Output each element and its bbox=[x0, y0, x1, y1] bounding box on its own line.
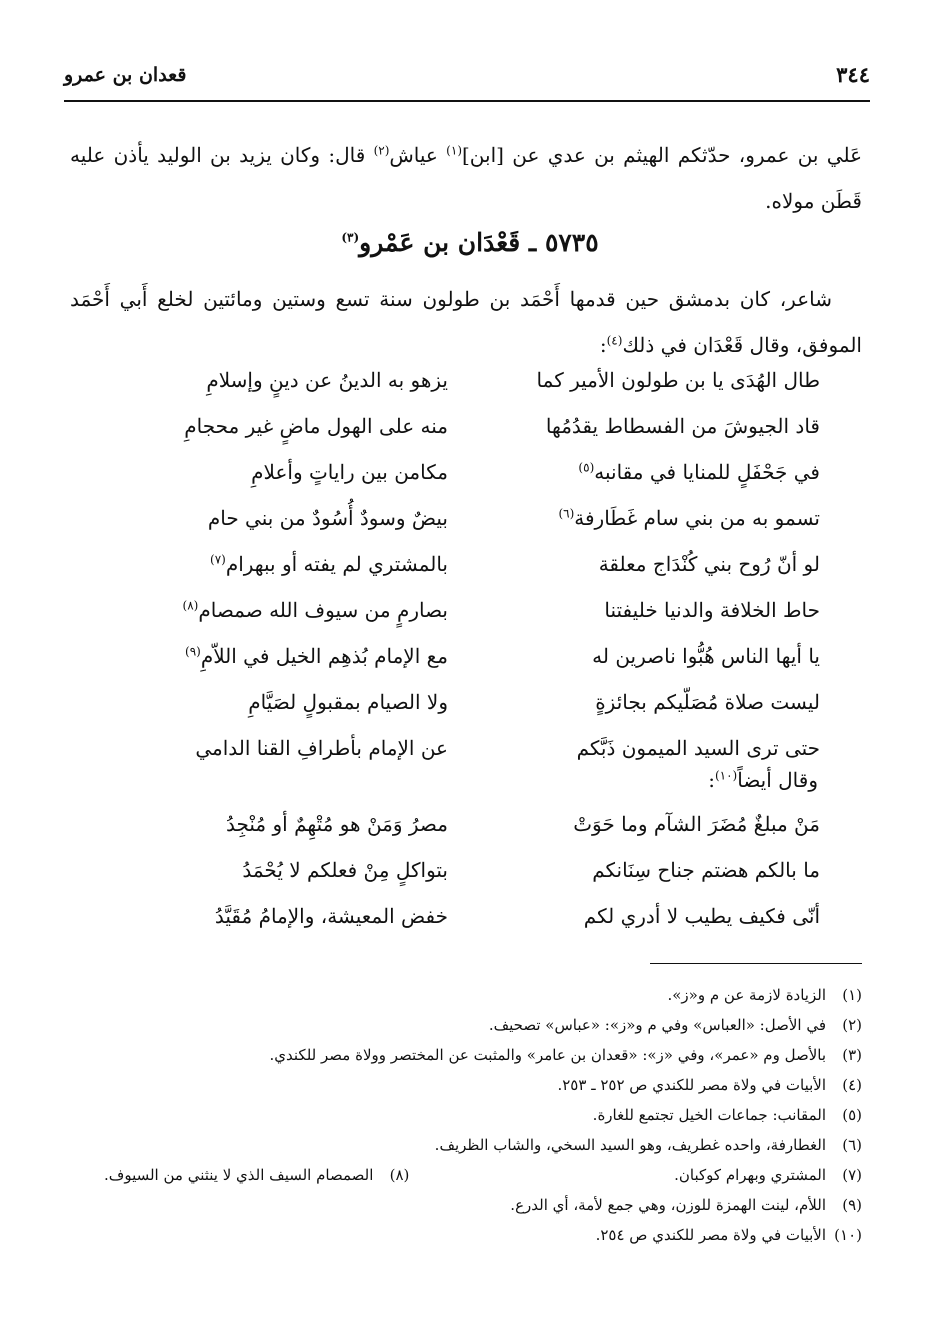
prose-text: عياش bbox=[389, 143, 447, 167]
footnote-ref[interactable]: (٩) bbox=[185, 644, 201, 659]
footnote-item bbox=[60, 980, 862, 1010]
second-hemistich bbox=[118, 460, 448, 484]
second-hemistich bbox=[118, 506, 448, 530]
page-number: ٣٤٤ bbox=[836, 62, 870, 87]
footnote-text: في الأصل: «العباس» وفي م و«ز»: «عباس» تصحيف. bbox=[488, 1016, 826, 1034]
first-hemistich bbox=[498, 690, 820, 714]
first-hemistich: ما بالكم هضتم جناح سِنَانكم bbox=[592, 858, 820, 882]
hemistich-text: بالمشتري لم يفته أو ببهرام bbox=[225, 552, 448, 576]
first-hemistich: أنّى فكيف يطيب لا أدري لكم bbox=[583, 904, 820, 928]
poem-intro bbox=[708, 760, 818, 800]
hemistich-text: قاد الجيوشَ من الفسطاط يقدُمُها bbox=[545, 414, 820, 438]
footnote-item bbox=[60, 1070, 862, 1100]
second-hemistich: خفض المعيشة، والإمامُ مُقَيَّدُ bbox=[214, 904, 448, 928]
second-hemistich bbox=[118, 690, 448, 714]
first-hemistich bbox=[498, 598, 820, 622]
second-hemistich: مصرُ وَمَنْ هو مُتْهِمٌ أو مُنْجِدُ bbox=[225, 812, 448, 836]
verse-line bbox=[70, 858, 862, 904]
prose-text: قال: وكان يزيد بن الوليد يأذن عليه قَطَن مولاه. bbox=[70, 143, 862, 213]
first-hemistich bbox=[498, 368, 820, 392]
first-hemistich bbox=[498, 644, 820, 668]
footnote-ref[interactable]: (٧) bbox=[210, 552, 226, 567]
footnote-item bbox=[60, 1040, 862, 1070]
prose-text: : bbox=[599, 333, 607, 357]
intro-paragraph bbox=[70, 132, 862, 224]
footnote-number: (٩) bbox=[842, 1196, 862, 1214]
footnote-ref[interactable]: (٢) bbox=[373, 143, 390, 158]
footnote-text: الأبيات في ولاة مصر للكندي ص ٢٥٤. bbox=[595, 1226, 826, 1244]
verse-line bbox=[70, 460, 862, 506]
entry-title bbox=[0, 228, 940, 257]
verse-line bbox=[70, 506, 862, 552]
footnote-number: (٨) bbox=[389, 1166, 410, 1184]
footnote-number: (١) bbox=[842, 986, 862, 1004]
hemistich-text: بصارمٍ من سيوف الله صمصام bbox=[198, 598, 448, 622]
footnote-ref[interactable]: (١) bbox=[446, 143, 462, 158]
poem-second bbox=[70, 812, 862, 950]
footnote-ref[interactable]: (٨) bbox=[182, 598, 199, 613]
first-hemistich bbox=[498, 506, 820, 530]
hemistich-text: حتى ترى السيد الميمون ذَبَّكم bbox=[576, 736, 820, 760]
second-hemistich bbox=[118, 414, 448, 438]
footnote-number: (١٠) bbox=[834, 1226, 862, 1244]
footnote-text: اللأم، لينت الهمزة للوزن، وهي جمع لأمة، أي الدرع. bbox=[510, 1196, 826, 1214]
page-header bbox=[64, 60, 870, 102]
first-hemistich: مَنْ مبلغٌ مُضَرَ الشآم وما حَوَتْ bbox=[573, 812, 820, 836]
footnote-number: (٥) bbox=[842, 1106, 862, 1124]
hemistich-text: مع الإمام بُذهِم الخيل في اللاّمِ bbox=[200, 644, 448, 668]
footnote-text: المقانب: جماعات الخيل تجتمع للغارة. bbox=[592, 1106, 826, 1124]
verse-line bbox=[70, 552, 862, 598]
running-title: قعدان بن عمرو bbox=[64, 64, 187, 86]
second-hemistich bbox=[118, 644, 448, 668]
verse-line bbox=[70, 598, 862, 644]
footnote-text: الأبيات في ولاة مصر للكندي ص ٢٥٢ ـ ٢٥٣. bbox=[557, 1076, 826, 1094]
footnote-ref[interactable]: (١٠) bbox=[714, 768, 738, 783]
footnote-ref[interactable]: (٣) bbox=[341, 230, 360, 245]
second-hemistich bbox=[118, 552, 448, 576]
hemistich-text: في جَحْفَلٍ للمنايا في مقانبه bbox=[594, 460, 820, 484]
footnote-ref[interactable]: (٦) bbox=[558, 506, 575, 521]
footnote-text: المشتري وبهرام كوكبان. bbox=[674, 1166, 826, 1184]
hemistich-text: يا أيها الناس هُبُّوا ناصرين له bbox=[592, 644, 820, 668]
footnote-number: (٤) bbox=[842, 1076, 862, 1094]
second-hemistich: بتواكلٍ مِنْ فعلكم لا يُحْمَدُ bbox=[242, 858, 448, 882]
entry-title-text: ٥٧٣٥ ـ قَعْدَان بن عَمْرو bbox=[359, 228, 599, 257]
hemistich-text: ليست صلاة مُصَلّيكم بجائزةٍ bbox=[595, 690, 820, 714]
hemistich-text: مكامن بين راياتٍ وأعلامِ bbox=[251, 460, 448, 484]
second-hemistich bbox=[118, 736, 448, 760]
footnote-number: (٣) bbox=[842, 1046, 862, 1064]
verse-line bbox=[70, 644, 862, 690]
hemistich-text: ولا الصيام بمقبولٍ لصَيَّامِ bbox=[248, 690, 448, 714]
prose-text: شاعر، كان بدمشق حين قدمها أَحْمَد بن طولون سنة تسع وستين ومائتين لخلع أَبي أَحْمَد الموفق، وقال قَعْدَان في ذلك bbox=[70, 287, 862, 357]
first-hemistich bbox=[498, 414, 820, 438]
footnote-item bbox=[60, 1190, 862, 1220]
footnote-number: (٢) bbox=[842, 1016, 862, 1034]
footnote-text: الصمصام السيف الذي لا ينثني من السيوف. bbox=[104, 1166, 374, 1184]
biography-paragraph bbox=[70, 276, 862, 368]
second-hemistich bbox=[118, 598, 448, 622]
poem-intro-colon: : bbox=[708, 768, 715, 792]
footnote-item bbox=[60, 1010, 862, 1040]
first-hemistich bbox=[498, 460, 820, 484]
footnote-divider bbox=[650, 963, 862, 964]
hemistich-text: منه على الهول ماضٍ غير محجامِ bbox=[184, 414, 448, 438]
hemistich-text: بيضٌ وسودٌ أُسُودٌ من بني حام bbox=[207, 506, 448, 530]
footnote-item bbox=[60, 1220, 862, 1250]
footnote-ref[interactable]: (٥) bbox=[578, 460, 595, 475]
footnote-item bbox=[60, 1160, 862, 1190]
verse-line bbox=[70, 414, 862, 460]
footnotes-list bbox=[60, 980, 862, 1250]
poem-first bbox=[70, 368, 862, 782]
footnote-item bbox=[60, 1100, 862, 1130]
verse-line bbox=[70, 812, 862, 858]
first-hemistich bbox=[498, 736, 820, 760]
footnote-text: الزيادة لازمة عن م و«ز». bbox=[667, 986, 826, 1004]
hemistich-text: يزهو به الدينُ عن دينٍ وإسلامِ bbox=[206, 368, 448, 392]
hemistich-text: عن الإمام بأطرافِ القنا الدامي bbox=[195, 736, 448, 760]
poem-intro-text: وقال أيضاً bbox=[737, 768, 818, 792]
verse-line bbox=[70, 904, 862, 950]
footnote-number: (٧) bbox=[842, 1166, 862, 1184]
verse-line bbox=[70, 368, 862, 414]
footnote-item bbox=[60, 1130, 862, 1160]
verse-line bbox=[70, 690, 862, 736]
footnote-text: بالأصل وم «عمر»، وفي «ز»: «قعدان بن عامر» والمثبت عن المختصر وولاة مصر للكندي. bbox=[269, 1046, 826, 1064]
hemistich-text: طال الهُدَى يا بن طولون الأمير كما bbox=[536, 368, 820, 392]
first-hemistich bbox=[498, 552, 820, 576]
hemistich-text: تسمو به من بني سام غَطَارفة bbox=[574, 506, 820, 530]
hemistich-text: لو أنّ رُوح بني كُنْدَاج معلقة bbox=[598, 552, 820, 576]
footnote-ref[interactable]: (٤) bbox=[606, 333, 623, 348]
footnote-number: (٦) bbox=[842, 1136, 862, 1154]
footnote-inline-second bbox=[104, 1160, 409, 1190]
hemistich-text: حاط الخلافة والدنيا خليفتنا bbox=[604, 598, 820, 622]
second-hemistich bbox=[118, 368, 448, 392]
prose-text: عَلي بن عمرو، حدّثكم الهيثم بن عدي عن [ابن] bbox=[462, 143, 863, 167]
footnote-text: الغطارفة، واحده غطريف، وهو السيد السخي، والشاب الظريف. bbox=[434, 1136, 826, 1154]
